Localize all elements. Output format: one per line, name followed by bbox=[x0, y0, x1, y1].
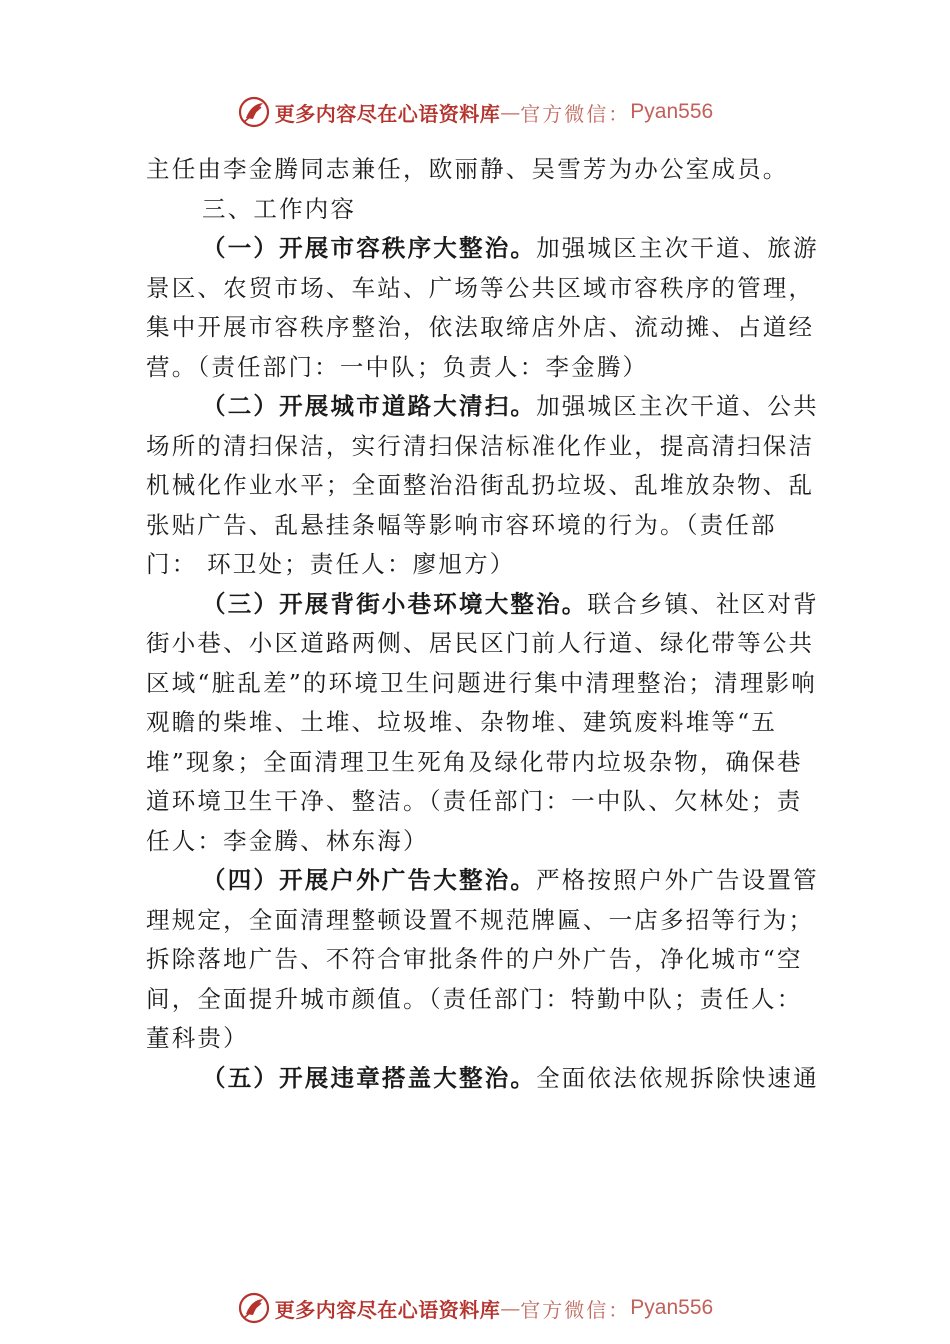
item-title-5: （五）开展违章搭盖大整治。 bbox=[202, 1063, 537, 1092]
item-title-4: （四）开展户外广告大整治。 bbox=[202, 866, 537, 894]
item-title-3: （三）开展背街小巷环境大整治。 bbox=[202, 589, 588, 618]
header-watermark bbox=[0, 92, 950, 132]
brand-logo-icon bbox=[237, 95, 271, 129]
item-paragraph-3 bbox=[146, 585, 826, 862]
watermark-id: Pyan556 bbox=[630, 100, 714, 123]
item-paragraph-1 bbox=[146, 229, 826, 387]
item-body-5: 全面依法依规拆除快速通 bbox=[536, 1063, 819, 1092]
watermark-id: Pyan556 bbox=[630, 1296, 714, 1319]
watermark-official: 官方微信： bbox=[520, 1297, 631, 1322]
item-body-3: 联合乡镇、社区对背街小巷、小区道路两侧、居民区门前人行道、绿化带等公共区域“脏乱差”的环境卫生问题进行集中清理整治；清理影响观瞻的柴堆、土堆、垃圾堆、杂物堆、建筑废料堆等“五堆”现象；全面清理卫生死角及绿化带内垃圾杂物，确保巷道环境卫生干净、整洁。（责任部门：一中队、⽋林处；责任人：李金腾、林东海） bbox=[146, 589, 819, 855]
item-paragraph-2 bbox=[146, 387, 826, 585]
document-body bbox=[146, 150, 826, 1098]
item-title-2: （二）开展城市道路大清扫。 bbox=[202, 392, 537, 420]
item-paragraph-4 bbox=[146, 861, 826, 1059]
watermark-brand: 更多内容尽在心语资料库 bbox=[274, 101, 501, 126]
item-body-2: 加强城区主次干道、公共场所的清扫保洁，实行清扫保洁标准化作业，提高清扫保洁机械化作业水平；全面整治沿街乱扔垃圾、乱堆放杂物、乱张贴广告、乱悬挂条幅等影响市容环境的行为。（责任部门： 环卫处；责任人：廖旭方） bbox=[146, 392, 819, 578]
item-body-4: 严格按照户外广告设置管理规定，全面清理整顿设置不规范牌匾、一店多招等行为； 拆除落地广告、不符合审批条件的户外广告，净化城市“空间，全面提升城市颜值。（责任部门：特勤中队；责任人：董科贵） bbox=[146, 866, 819, 1052]
item-title-1: （一）开展市容秩序大整治。 bbox=[202, 234, 537, 262]
watermark-official: 官方微信： bbox=[520, 101, 631, 126]
watermark-dash: — bbox=[500, 1296, 521, 1320]
watermark-brand: 更多内容尽在心语资料库 bbox=[274, 1297, 501, 1322]
section-heading: 三、工作内容 bbox=[202, 194, 357, 223]
item-paragraph-5 bbox=[146, 1059, 826, 1099]
paragraph-intro: 主任由李金腾同志兼任，欧丽静、吴雪芳为办公室成员。 bbox=[146, 155, 789, 183]
footer-watermark bbox=[0, 1288, 950, 1328]
item-body-1: 加强城区主次干道、旅游景区、农贸市场、车站、广场等公共区域市容秩序的管理， 集中开展市容秩序整治，依法取缔店外店、流动摊、占道经营。（责任部门：一中队；负责人：李金腾） bbox=[146, 234, 819, 381]
watermark-dash: — bbox=[500, 100, 521, 124]
brand-logo-icon bbox=[237, 1291, 271, 1325]
